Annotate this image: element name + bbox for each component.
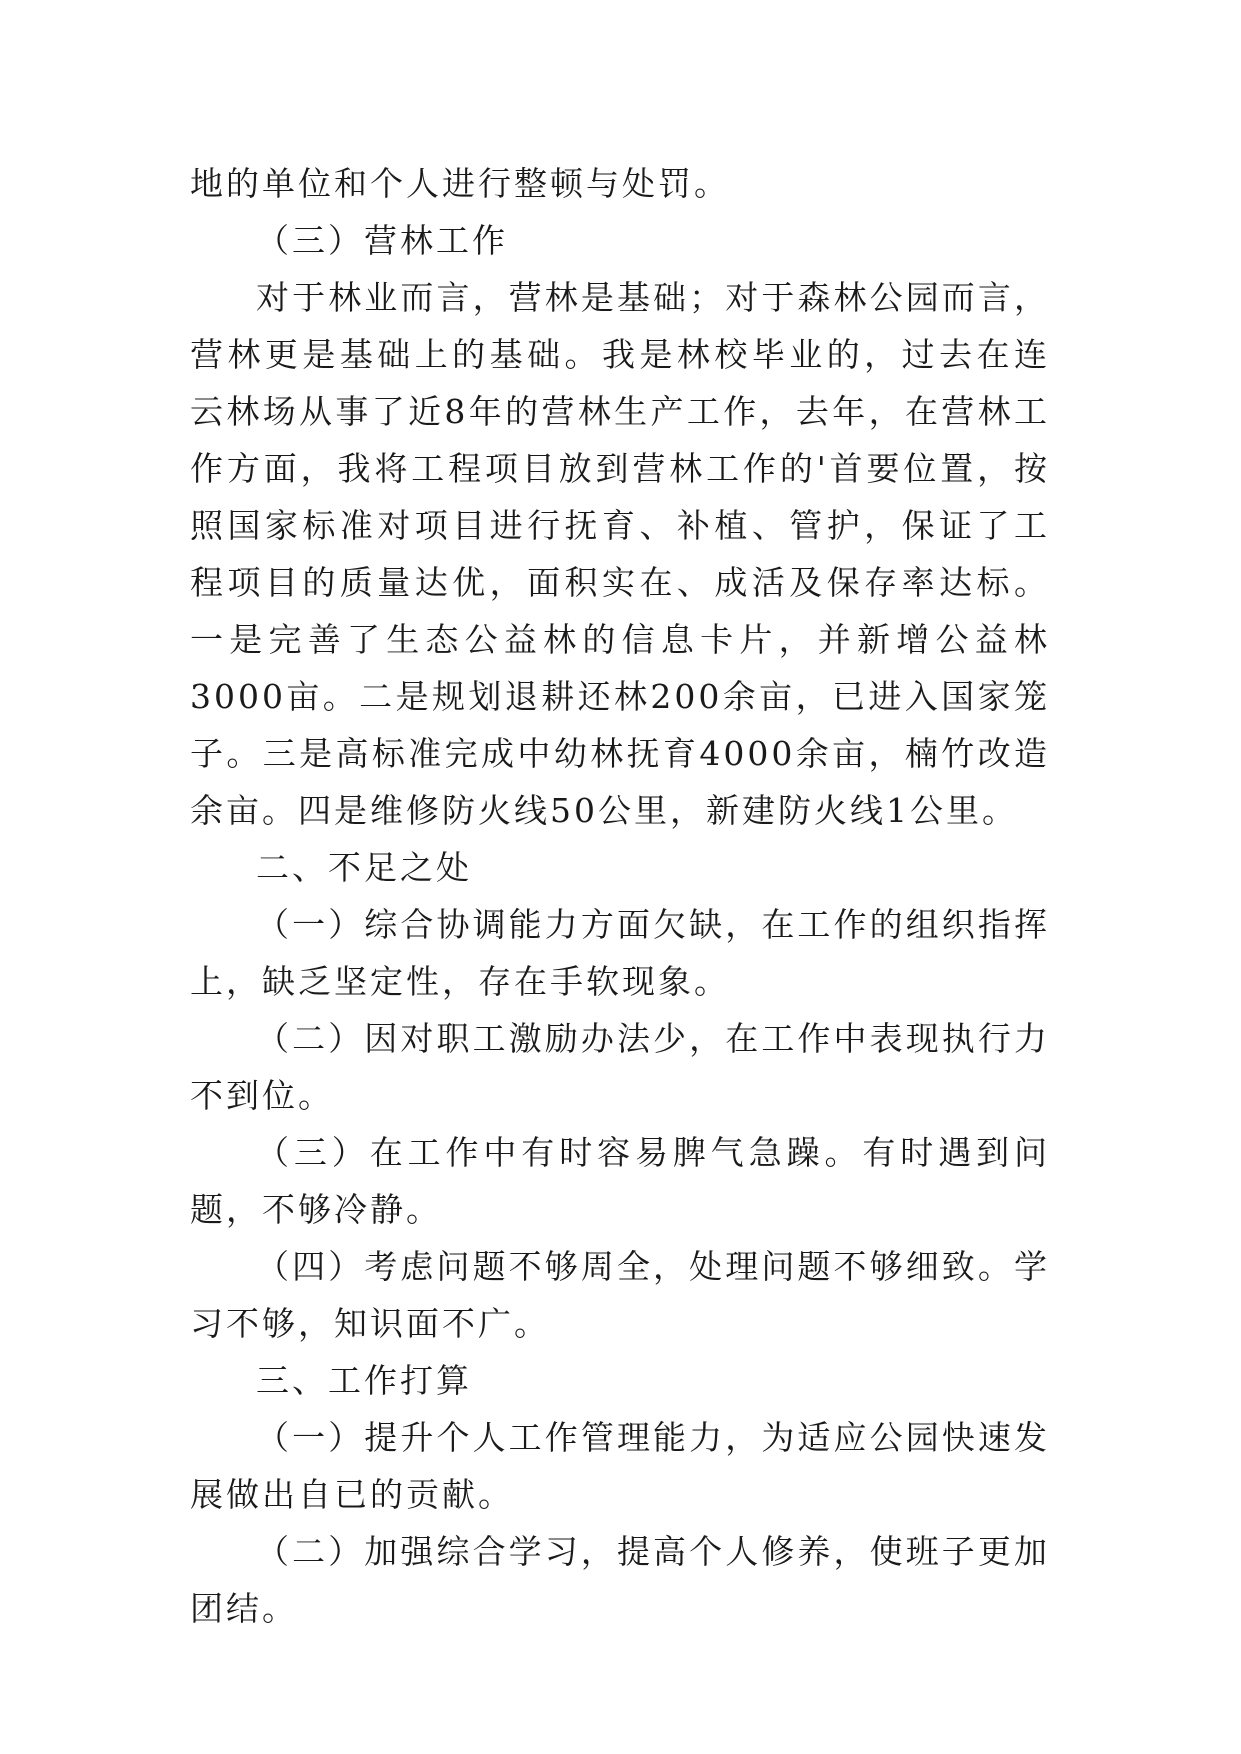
paragraph-forestation-work: 对于林业而言，营林是基础；对于森林公园而言，营林更是基础上的基础。我是林校毕业的，过去在连云林场从事了近8年的营林生产工作，去年，在营林工作方面，我将工程项目放到营林工作的'首要位置，按照国家标准对项目进行抚育、补植、管护，保证了工程项目的质量达优，面积实在、成活及保存率达标。一是完善了生态公益林的信息卡片，并新增公益林3000亩。二是规划退耕还林200余亩，已进入国家笼子。三是高标准完成中幼林抚育4000余亩，楠竹改造余亩。四是维修防火线50公里，新建防火线1公里。	[190, 278, 1050, 830]
paragraph-shortcoming-4: （四）考虑问题不够周全，处理问题不够细致。学习不够，知识面不广。	[190, 1247, 1050, 1343]
section-heading-forestation: （三）营林工作	[256, 221, 508, 260]
document-body	[190, 155, 1050, 1637]
section-heading-work-plan: 三、工作打算	[256, 1361, 472, 1400]
paragraph-shortcoming-1: （一）综合协调能力方面欠缺，在工作的组织指挥上，缺乏坚定性，存在手软现象。	[190, 905, 1050, 1001]
paragraph-shortcoming-3: （三）在工作中有时容易脾气急躁。有时遇到问题，不够冷静。	[190, 1133, 1050, 1229]
paragraph-shortcoming-2: （二）因对职工激励办法少，在工作中表现执行力不到位。	[190, 1019, 1050, 1115]
paragraph-plan-1: （一）提升个人工作管理能力，为适应公园快速发展做出自已的贡献。	[190, 1418, 1050, 1514]
section-heading-shortcomings: 二、不足之处	[256, 848, 472, 887]
paragraph-plan-2: （二）加强综合学习，提高个人修养，使班子更加团结。	[190, 1532, 1050, 1628]
paragraph-continuation: 地的单位和个人进行整顿与处罚。	[190, 164, 730, 203]
